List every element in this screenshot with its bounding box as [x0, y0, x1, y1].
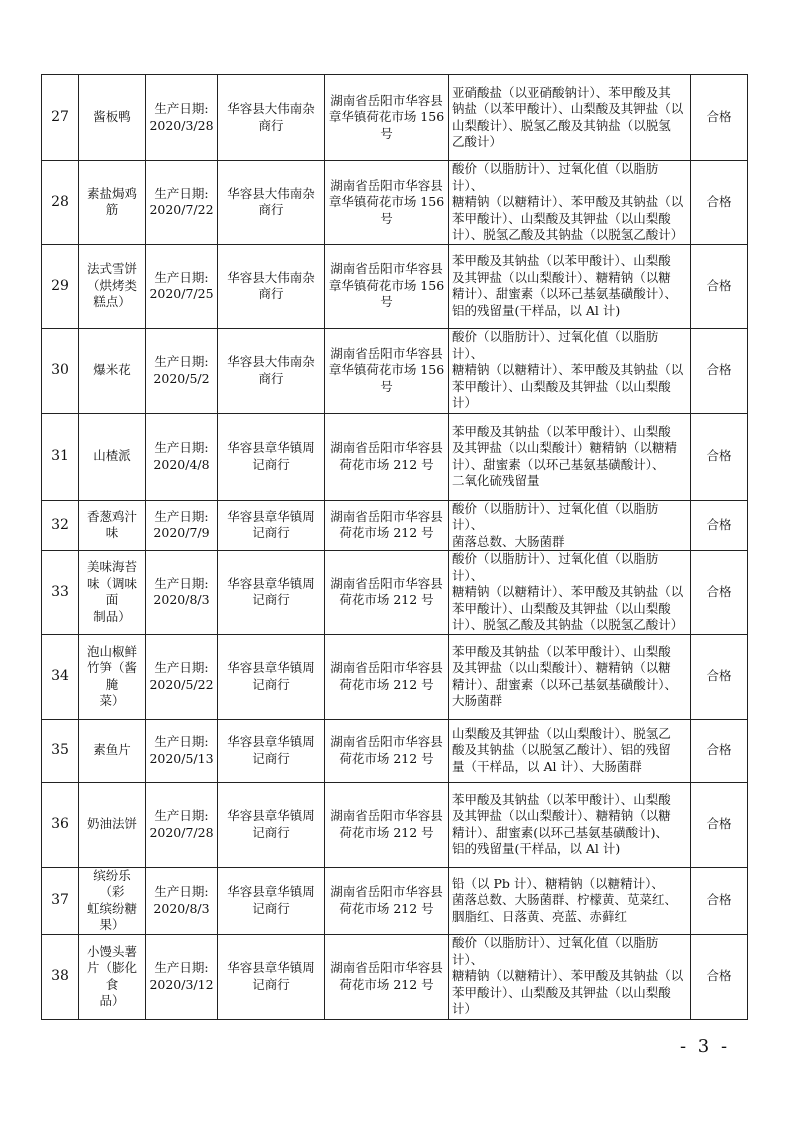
production-date-cell-line: 生产日期: [154, 101, 209, 116]
seller-cell-line: 商行 [258, 117, 284, 133]
product-name-cell-line: 糕点） [93, 294, 131, 310]
address-cell [325, 244, 449, 328]
product-name-cell [79, 867, 146, 934]
product-name-cell-line: 香葱鸡汁 [86, 508, 137, 524]
seller-cell-line: 商行 [258, 202, 284, 218]
result-cell: 合格 [691, 782, 748, 867]
product-name-cell [79, 244, 146, 328]
test-items-cell-line: 铅（以 Pb 计）、糖精钠（以糖精计）、 [452, 875, 664, 891]
test-items-cell-line: 计） [452, 395, 478, 411]
page-number: - 3 - [680, 1036, 731, 1057]
seller-cell-line: 华容县大伟南杂 [227, 185, 315, 201]
table-body [42, 75, 748, 1020]
test-items-cell-line: 精计）、甜蜜素(以环己基氨基磺酸计)、 [452, 824, 669, 840]
address-cell [325, 634, 449, 719]
address-cell-line: 荷花市场 212 号 [339, 676, 434, 692]
serial-number-cell: 31 [42, 413, 79, 500]
address-cell-line: 章华镇荷花市场 156 [328, 194, 445, 209]
address-cell-line: 章华镇荷花市场 156 [328, 362, 445, 378]
test-items-cell-line: 苯甲酸及其钠盐（以苯甲酸计）、山梨酸 [452, 253, 671, 268]
seller-cell-line: 记商行 [252, 824, 290, 840]
serial-number-cell: 27 [42, 75, 79, 161]
product-name-cell [79, 551, 146, 635]
product-name-cell-line: 品） [99, 993, 125, 1008]
test-items-cell-line: 精计）、甜蜜素（以环己基氨基磺酸计）、 [452, 676, 678, 692]
address-cell-line: 号 [380, 210, 393, 226]
test-items-cell-line: 苯甲酸计）、山梨酸及其钾盐（以山梨酸 [452, 984, 671, 1000]
production-date-cell [146, 328, 218, 413]
table-row [42, 782, 748, 867]
address-cell-line: 湖南省岳阳市华容县 [330, 177, 443, 193]
production-date-cell-line: 生产日期: [154, 269, 209, 285]
test-items-cell-line: 铝的残留量(干样品，以 Al 计) [452, 302, 621, 318]
test-items-cell-line: 菌落总数、大肠菌群、柠檬黄、苋菜红、 [452, 892, 678, 908]
production-date-cell [146, 75, 218, 161]
address-cell [325, 934, 449, 1019]
product-name-cell-line: 酱板鸭 [93, 109, 131, 125]
production-date-cell-line: 生产日期: [154, 508, 209, 524]
test-items-cell-line: 及其钾盐（以山梨酸计）、糖精钠（以糖 [452, 660, 671, 675]
production-date-cell-line: 2020/7/25 [149, 286, 214, 301]
seller-cell-line: 华容县章华镇周 [227, 734, 315, 749]
test-items-cell-line: 计）、甜蜜素（以环己基氨基磺酸计）、 [452, 456, 665, 472]
address-cell-line: 湖南省岳阳市华容县 [330, 440, 443, 455]
address-cell-line: 湖南省岳阳市华容县 [330, 261, 443, 277]
product-name-cell-line: 法式雪饼 [86, 261, 137, 277]
table-row [42, 413, 748, 500]
seller-cell-line: 记商行 [252, 525, 290, 541]
result-cell: 合格 [691, 413, 748, 500]
table-row [42, 328, 748, 413]
seller-cell [218, 551, 325, 635]
seller-cell-line: 商行 [258, 370, 284, 386]
production-date-cell [146, 634, 218, 719]
product-name-cell-line: 美味海苔 [86, 559, 137, 575]
product-name-cell [79, 782, 146, 867]
result-cell: 合格 [691, 75, 748, 161]
production-date-cell-line: 生产日期: [154, 575, 209, 591]
test-items-cell-line: 及其钾盐（以山梨酸计）糖精钠（以糖精 [452, 440, 678, 455]
product-name-cell-line: 小馒头薯 [86, 943, 137, 959]
test-items-cell [449, 75, 691, 161]
production-date-cell [146, 551, 218, 635]
seller-cell-line: 记商行 [252, 900, 290, 916]
seller-cell-line: 记商行 [252, 592, 290, 608]
address-cell [325, 867, 449, 934]
address-cell-line: 湖南省岳阳市华容县 [330, 508, 443, 524]
address-cell-line: 章华镇荷花市场 156 [328, 277, 445, 293]
production-date-cell-line: 生产日期: [154, 354, 209, 369]
production-date-cell-line: 2020/5/22 [149, 676, 214, 692]
seller-cell [218, 719, 325, 782]
test-items-cell-line: 及其钾盐（以山梨酸计）、糖精钠（以糖 [452, 269, 671, 285]
product-name-cell [79, 75, 146, 161]
address-cell [325, 413, 449, 500]
production-date-cell [146, 867, 218, 934]
production-date-cell [146, 934, 218, 1019]
address-cell-line: 荷花市场 212 号 [339, 976, 434, 992]
seller-cell [218, 413, 325, 500]
test-items-cell [449, 867, 691, 934]
product-name-cell-line: 菜） [99, 693, 125, 708]
production-date-cell-line: 2020/7/22 [149, 202, 214, 218]
result-cell: 合格 [691, 161, 748, 245]
production-date-cell [146, 244, 218, 328]
address-cell [325, 782, 449, 867]
seller-cell-line: 记商行 [252, 676, 290, 692]
product-name-cell-line: 味（调味面 [86, 575, 137, 608]
test-items-cell-line: 乙酸计） [452, 134, 503, 149]
result-cell: 合格 [691, 328, 748, 413]
seller-cell [218, 244, 325, 328]
result-cell: 合格 [691, 551, 748, 635]
inspection-results-table [41, 74, 748, 1020]
seller-cell [218, 934, 325, 1019]
seller-cell-line: 华容县章华镇周 [227, 440, 315, 455]
test-items-cell-line: 酸价（以脂肪计）、过氧化值（以脂肪计）、 [452, 329, 659, 361]
production-date-cell-line: 生产日期: [154, 884, 209, 899]
product-name-cell-line: 缤纷乐（彩 [93, 867, 131, 899]
product-name-cell [79, 934, 146, 1019]
serial-number-cell: 28 [42, 161, 79, 245]
seller-cell-line: 华容县章华镇周 [227, 575, 315, 591]
test-items-cell [449, 161, 691, 245]
table-row [42, 867, 748, 934]
test-items-cell-line: 糖精钠（以糖精计）、苯甲酸及其钠盐（以 [452, 584, 684, 599]
product-name-cell [79, 413, 146, 500]
test-items-cell-line: 二氧化硫残留量 [452, 473, 540, 488]
test-items-cell [449, 551, 691, 635]
table-row [42, 934, 748, 1019]
result-cell: 合格 [691, 719, 748, 782]
address-cell-line: 号 [380, 378, 393, 394]
production-date-cell-line: 生产日期: [154, 960, 209, 975]
address-cell-line: 湖南省岳阳市华容县 [330, 660, 443, 675]
product-name-cell-line: 爆米花 [93, 362, 131, 378]
production-date-cell [146, 161, 218, 245]
address-cell-line: 湖南省岳阳市华容县 [330, 808, 443, 823]
production-date-cell-line: 2020/7/28 [149, 824, 214, 840]
address-cell-line: 湖南省岳阳市华容县 [330, 960, 443, 975]
production-date-cell-line: 生产日期: [154, 734, 209, 749]
test-items-cell [449, 634, 691, 719]
test-items-cell-line: 苯甲酸及其钠盐（以苯甲酸计）、山梨酸 [452, 791, 671, 807]
test-items-cell-line: 苯甲酸及其钠盐（以苯甲酸计）、山梨酸 [452, 423, 671, 439]
product-name-cell-line: 片（膨化食 [86, 960, 137, 992]
product-name-cell-line: 泡山椒鲜 [86, 643, 137, 659]
test-items-cell-line: 酸价（以脂肪计）、过氧化值（以脂肪计）、 [452, 935, 659, 967]
seller-cell-line: 华容县章华镇周 [227, 508, 315, 524]
production-date-cell-line: 2020/3/12 [149, 976, 214, 992]
seller-cell-line: 华容县章华镇周 [227, 960, 315, 975]
table-row [42, 75, 748, 161]
seller-cell-line: 华容县大伟南杂 [227, 354, 315, 369]
product-name-cell-line: （烘烤类 [86, 277, 137, 293]
seller-cell [218, 782, 325, 867]
product-name-cell-line: 奶油法饼 [86, 816, 137, 832]
product-name-cell-line: 素盐焗鸡 [86, 185, 137, 201]
serial-number-cell: 38 [42, 934, 79, 1019]
serial-number-cell: 33 [42, 551, 79, 635]
address-cell-line: 号 [380, 294, 393, 310]
test-items-cell [449, 500, 691, 551]
address-cell-line: 荷花市场 212 号 [339, 750, 434, 766]
address-cell-line: 荷花市场 212 号 [339, 592, 434, 608]
test-items-cell-line: 菌落总数、大肠菌群 [452, 533, 565, 549]
production-date-cell-line: 2020/8/3 [153, 592, 210, 608]
test-items-cell-line: 计） [452, 1001, 478, 1017]
production-date-cell [146, 782, 218, 867]
address-cell-line: 湖南省岳阳市华容县 [330, 345, 443, 361]
product-name-cell-line: 味 [105, 525, 119, 541]
seller-cell [218, 500, 325, 551]
serial-number-cell: 30 [42, 328, 79, 413]
product-name-cell-line: 竹笋（酱腌 [86, 660, 137, 692]
address-cell [325, 75, 449, 161]
address-cell-line: 荷花市场 212 号 [339, 900, 434, 916]
test-items-cell-line: 苯甲酸及其钠盐（以苯甲酸计）、山梨酸 [452, 643, 671, 659]
serial-number-cell: 35 [42, 719, 79, 782]
production-date-cell [146, 413, 218, 500]
product-name-cell-line: 筋 [105, 202, 119, 218]
seller-cell-line: 华容县章华镇周 [227, 660, 315, 675]
test-items-cell-line: 糖精钠（以糖精计）、苯甲酸及其钠盐（以 [452, 968, 684, 984]
test-items-cell-line: 计）、脱氢乙酸及其钠盐（以脱氢乙酸计） [452, 227, 684, 242]
production-date-cell-line: 2020/8/3 [153, 900, 210, 916]
seller-cell [218, 161, 325, 245]
production-date-cell-line: 2020/5/13 [149, 750, 214, 766]
test-items-cell-line: 亚硝酸盐（以亚硝酸钠计）、苯甲酸及其 [452, 84, 671, 100]
test-items-cell-line: 糖精钠（以糖精计）、苯甲酸及其钠盐（以 [452, 362, 684, 378]
serial-number-cell: 36 [42, 782, 79, 867]
seller-cell-line: 华容县大伟南杂 [227, 101, 315, 116]
test-items-cell-line: 山梨酸计）、脱氢乙酸及其钠盐（以脱氢 [452, 117, 671, 133]
address-cell [325, 161, 449, 245]
production-date-cell-line: 生产日期: [154, 808, 209, 823]
address-cell-line: 章华镇荷花市场 156 [328, 109, 445, 125]
serial-number-cell: 37 [42, 867, 79, 934]
test-items-cell-line: 钠盐（以苯甲酸计）、山梨酸及其钾盐（以 [452, 101, 684, 116]
production-date-cell-line: 2020/4/8 [153, 456, 210, 472]
test-items-cell-line: 糖精钠（以糖精计）、苯甲酸及其钠盐（以 [452, 194, 684, 209]
address-cell-line: 荷花市场 212 号 [339, 824, 434, 840]
product-name-cell-line: 山楂派 [93, 448, 131, 464]
seller-cell [218, 867, 325, 934]
seller-cell-line: 华容县章华镇周 [227, 808, 315, 823]
test-items-cell-line: 大肠菌群 [452, 693, 503, 708]
table-row [42, 634, 748, 719]
address-cell [325, 551, 449, 635]
test-items-cell [449, 413, 691, 500]
address-cell-line: 湖南省岳阳市华容县 [330, 92, 443, 108]
address-cell-line: 荷花市场 212 号 [339, 525, 434, 541]
result-cell: 合格 [691, 244, 748, 328]
seller-cell [218, 75, 325, 161]
address-cell-line: 荷花市场 212 号 [339, 456, 434, 472]
address-cell-line: 湖南省岳阳市华容县 [330, 734, 443, 749]
address-cell [325, 500, 449, 551]
test-items-cell [449, 719, 691, 782]
product-name-cell-line: 虹缤纷糖 [86, 900, 137, 916]
result-cell: 合格 [691, 500, 748, 551]
result-cell: 合格 [691, 867, 748, 934]
test-items-cell [449, 934, 691, 1019]
test-items-cell [449, 328, 691, 413]
test-items-cell-line: 苯甲酸计）、山梨酸及其钾盐（以山梨酸 [452, 210, 671, 226]
table-row [42, 551, 748, 635]
production-date-cell-line: 生产日期: [154, 660, 209, 675]
seller-cell-line: 记商行 [252, 976, 290, 992]
product-name-cell [79, 719, 146, 782]
production-date-cell-line: 2020/5/2 [153, 370, 210, 386]
product-name-cell [79, 634, 146, 719]
address-cell-line: 湖南省岳阳市华容县 [330, 884, 443, 899]
address-cell-line: 号 [380, 125, 393, 141]
production-date-cell-line: 生产日期: [154, 185, 209, 201]
table-row [42, 500, 748, 551]
test-items-cell-line: 计）、脱氢乙酸及其钠盐（以脱氢乙酸计） [452, 617, 684, 632]
product-name-cell-line: 素鱼片 [93, 742, 131, 758]
production-date-cell-line: 2020/7/9 [153, 525, 210, 541]
test-items-cell-line: 胭脂红、日落黄、亮蓝、赤藓红 [452, 908, 628, 924]
product-name-cell-line: 果） [99, 917, 125, 932]
serial-number-cell: 34 [42, 634, 79, 719]
production-date-cell-line: 生产日期: [154, 440, 209, 455]
product-name-cell [79, 161, 146, 245]
test-items-cell-line: 量（干样品，以 Al 计）、大肠菌群 [452, 758, 642, 774]
seller-cell-line: 商行 [258, 286, 284, 301]
test-items-cell [449, 244, 691, 328]
address-cell [325, 328, 449, 413]
serial-number-cell: 32 [42, 500, 79, 551]
test-items-cell-line: 酸价（以脂肪计）、过氧化值（以脂肪计）、 [452, 161, 659, 193]
test-items-cell-line: 酸价（以脂肪计）、过氧化值（以脂肪计）、 [452, 551, 659, 583]
test-items-cell-line: 山梨酸及其钾盐（以山梨酸计）、脱氢乙 [452, 725, 671, 741]
test-items-cell-line: 苯甲酸计）、山梨酸及其钾盐（以山梨酸 [452, 600, 671, 616]
test-items-cell [449, 782, 691, 867]
test-items-cell-line: 精计）、甜蜜素（以环己基氨基磺酸计）、 [452, 286, 678, 301]
result-cell: 合格 [691, 934, 748, 1019]
seller-cell [218, 634, 325, 719]
seller-cell-line: 华容县大伟南杂 [227, 269, 315, 285]
production-date-cell-line: 2020/3/28 [149, 117, 214, 133]
seller-cell [218, 328, 325, 413]
seller-cell-line: 记商行 [252, 750, 290, 766]
production-date-cell [146, 500, 218, 551]
result-cell: 合格 [691, 634, 748, 719]
seller-cell-line: 记商行 [252, 456, 290, 472]
address-cell [325, 719, 449, 782]
serial-number-cell: 29 [42, 244, 79, 328]
test-items-cell-line: 酸及其钠盐（以脱氢乙酸计）、铝的残留 [452, 742, 671, 758]
seller-cell-line: 华容县章华镇周 [227, 884, 315, 899]
test-items-cell-line: 及其钾盐（以山梨酸计）、糖精钠（以糖 [452, 808, 671, 823]
table-row [42, 161, 748, 245]
address-cell-line: 湖南省岳阳市华容县 [330, 575, 443, 591]
product-name-cell [79, 500, 146, 551]
product-name-cell [79, 328, 146, 413]
table-row [42, 719, 748, 782]
product-name-cell-line: 制品） [93, 608, 131, 624]
test-items-cell-line: 铝的残留量(干样品，以 Al 计) [452, 841, 621, 856]
test-items-cell-line: 苯甲酸计）、山梨酸及其钾盐（以山梨酸 [452, 378, 671, 394]
production-date-cell [146, 719, 218, 782]
table-row [42, 244, 748, 328]
test-items-cell-line: 酸价（以脂肪计）、过氧化值（以脂肪计）、 [452, 500, 659, 532]
